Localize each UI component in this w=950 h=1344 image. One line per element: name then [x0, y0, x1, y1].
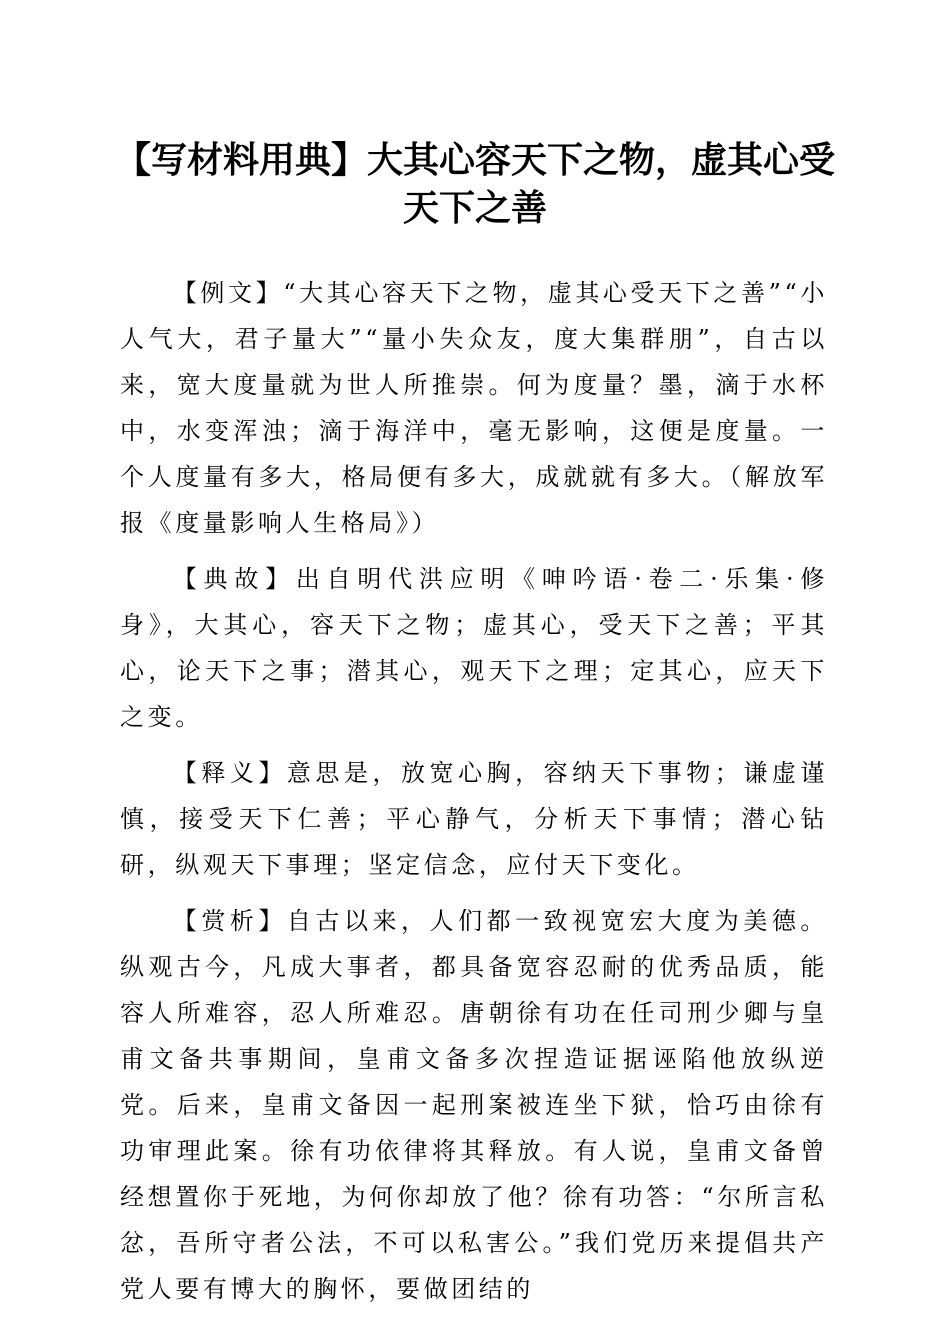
- paragraph-appreciation: [120, 898, 828, 1312]
- paragraph-text: “大其心容天下之物，虚其心受天下之善”“小人气大，君子量大”“量小失众友，度大集群朋”，自古以来，宽大度量就为世人所推崇。何为度量？墨，滴于水杯中，水变浑浊；滴于海洋中，毫无影响，这便是度量。一个人度量有多大，格局便有多大，成就就有多大。（解放军报《度量影响人生格局》）: [120, 279, 828, 537]
- paragraph-text: 自古以来，人们都一致视宽宏大度为美德。纵观古今，凡成大事者，都具备宽容忍耐的优秀品质，能容人所难容，忍人所难忍。唐朝徐有功在任司刑少卿与皇甫文备共事期间，皇甫文备多次捏造证据诬陷他放纵逆党。后来，皇甫文备因一起刑案被连坐下狱，恰巧由徐有功审理此案。徐有功依律将其释放。有人说，皇甫文备曾经想置你于死地，为何你却放了他？徐有功答：“尔所言私忿，吾所守者公法，不可以私害公。”我们党历来提倡共产党人要有博大的胸怀，要做团结的: [120, 907, 828, 1303]
- paragraph-tag: 【典故】: [172, 565, 296, 593]
- paragraph-allusion: [120, 556, 828, 740]
- paragraph-example: [120, 270, 828, 546]
- paragraph-tag: 【例文】: [172, 279, 284, 307]
- paragraph-text: 出自明代洪应明《呻吟语·卷二·乐集·修身》，大其心，容天下之物；虚其心，受天下之善；平其心，论天下之事；潜其心，观天下之理；定其心，应天下之变。: [120, 565, 828, 731]
- paragraph-tag: 【释义】: [172, 759, 287, 787]
- document-title: 【写材料用典】大其心容天下之物，虚其心受天下之善: [114, 139, 835, 229]
- paragraph-text: 意思是，放宽心胸，容纳天下事物；谦虚谨慎，接受天下仁善；平心静气，分析天下事情；潜心钻研，纵观天下事理；坚定信念，应付天下变化。: [120, 759, 828, 879]
- document-body: [120, 270, 828, 1322]
- paragraph-tag: 【赏析】: [172, 907, 287, 935]
- paragraph-meaning: [120, 750, 828, 888]
